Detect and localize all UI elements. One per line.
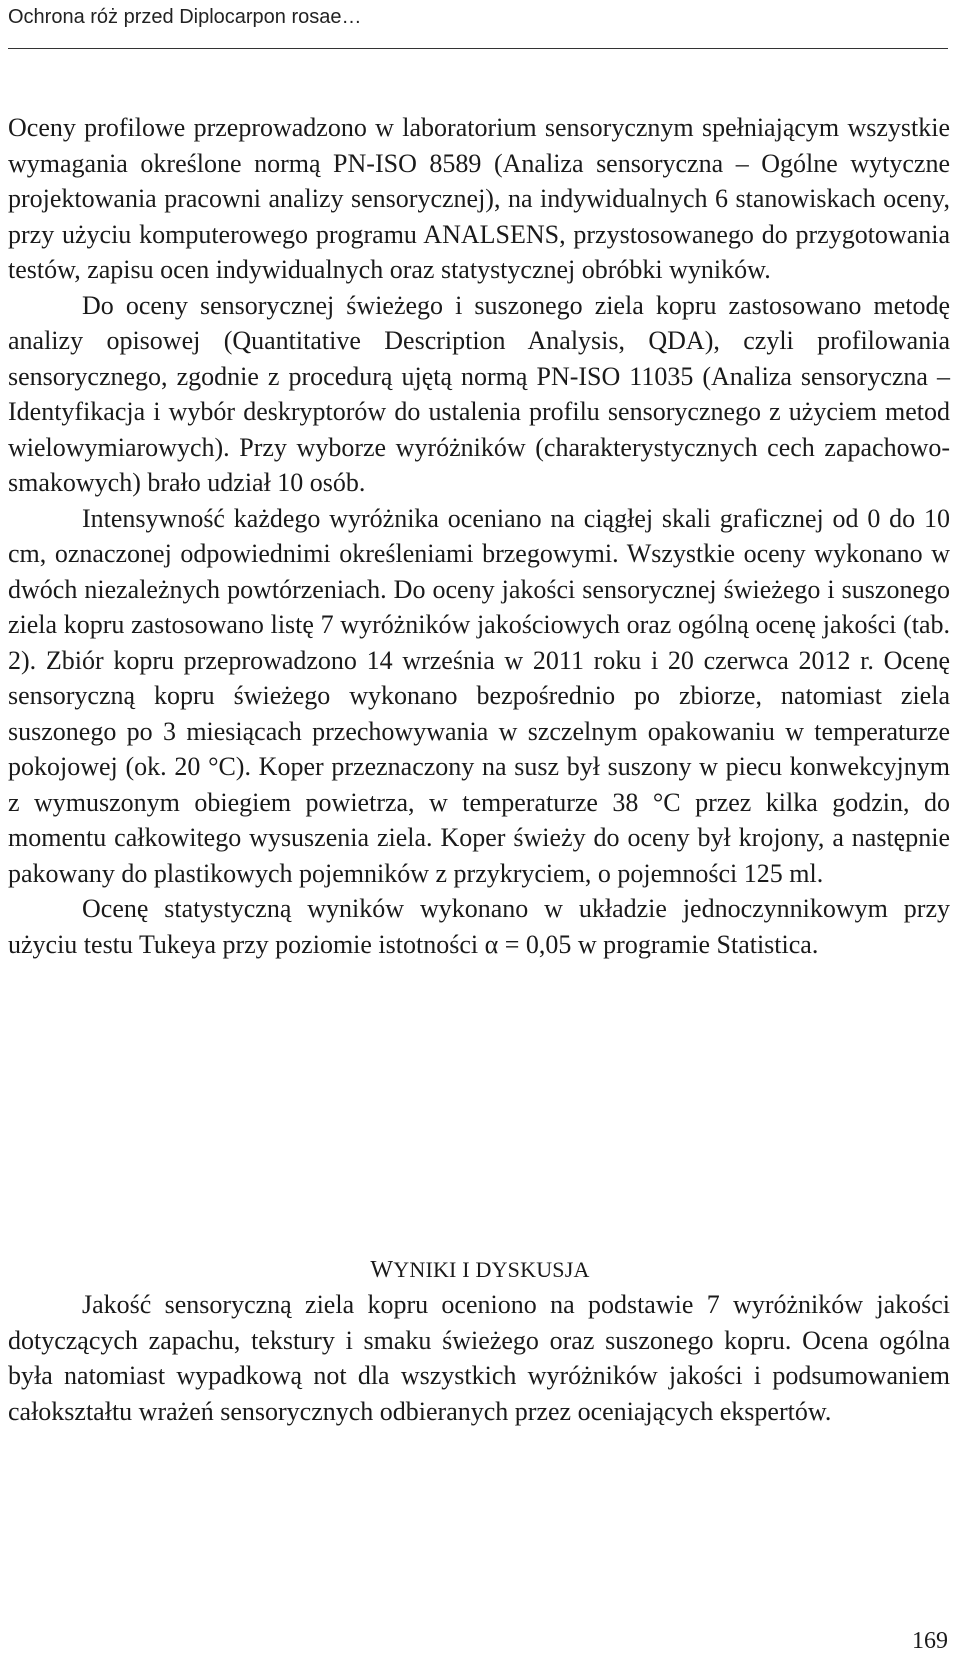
running-header: Ochrona róż przed Diplocarpon rosae… <box>8 6 362 28</box>
section-heading-results <box>0 1256 960 1284</box>
results-section <box>8 1287 950 1429</box>
page-number: 169 <box>912 1628 948 1654</box>
paragraph-lab-conditions: Oceny profilowe przeprowadzono w laboratorium sensorycznym spełniającym wszystkie wymagania określone normą PN-ISO 8589 (Analiza sensoryczna – Ogólne wytyczne projektowania pracowni analizy sensorycznej), na indywidualnych 6 stanowiskach oceny, przy użyciu komputerowego programu ANALSENS, przystosowanego do przygotowania testów, zapisu ocen indywidualnych oraz statystycznej obróbki wyników. <box>8 113 950 284</box>
heading-initial: W <box>370 1257 394 1283</box>
paragraph-statistics: Ocenę statystyczną wyników wykonano w układzie jednoczynnikowym przy użyciu testu Tukeya przy poziomie istotności α = 0,05 w programie Statistica. <box>8 894 950 959</box>
paragraph-intensity-scale: Intensywność każdego wyróżnika oceniano na ciągłej skali graficznej od 0 do 10 cm, oznaczonej odpowiednimi określeniami brzegowymi. Wszystkie oceny wykonano w dwóch niezależnych powtórzeniach. Do oceny jakości sensorycznej świeżego i suszonego ziela kopru zastosowano listę 7 wyróżników jakościowych oraz ogólną ocenę jakości (tab. 2). Zbiór kopru przeprowadzono 14 września w 2011 roku i 20 czerwca 2012 r. Ocenę sensoryczną kopru świeżego wykonano bezpośrednio po zbiorze, natomiast ziela suszonego po 3 miesiącach przechowywania w szczelnym opakowaniu w temperaturze pokojowej (ok. 20 °C). Koper przeznaczony na susz był suszony w piecu konwekcyjnym z wymuszonym obiegiem powietrza, w temperaturze 38 °C przez kilka godzin, do momentu całkowitego wysuszenia ziela. Koper świeży do oceny był krojony, a następnie pakowany do plastikowych pojemników z przykryciem, o pojemności 125 ml. <box>8 503 950 888</box>
heading-rest: YNIKI I DYSKUSJA <box>393 1257 590 1282</box>
header-rule <box>8 48 948 49</box>
methods-section <box>8 110 950 962</box>
paragraph-qda-method: Do oceny sensorycznej świeżego i suszonego ziela kopru zastosowano metodę analizy opisowej (Quantitative Description Analysis, QDA), czyli profilowania sensorycznego, zgodnie z procedurą ujętą normą PN-ISO 11035 (Analiza sensoryczna – Identyfikacja i wybór deskryptorów do ustalenia profilu sensorycznego z użyciem metod wielowymiarowych). Przy wyborze wyróżników (charakterystycznych cech zapachowo-smakowych) brało udział 10 osób. <box>8 290 950 497</box>
paragraph-results-quality: Jakość sensoryczną ziela kopru oceniono na podstawie 7 wyróżników jakości dotyczących zapachu, tekstury i smaku świeżego oraz suszonego kopru. Ocena ogólna była natomiast wypadkową not dla wszystkich wyróżników jakości i podsumowaniem całokształtu wrażeń sensorycznych odbieranych przez oceniających ekspertów. <box>8 1290 950 1426</box>
